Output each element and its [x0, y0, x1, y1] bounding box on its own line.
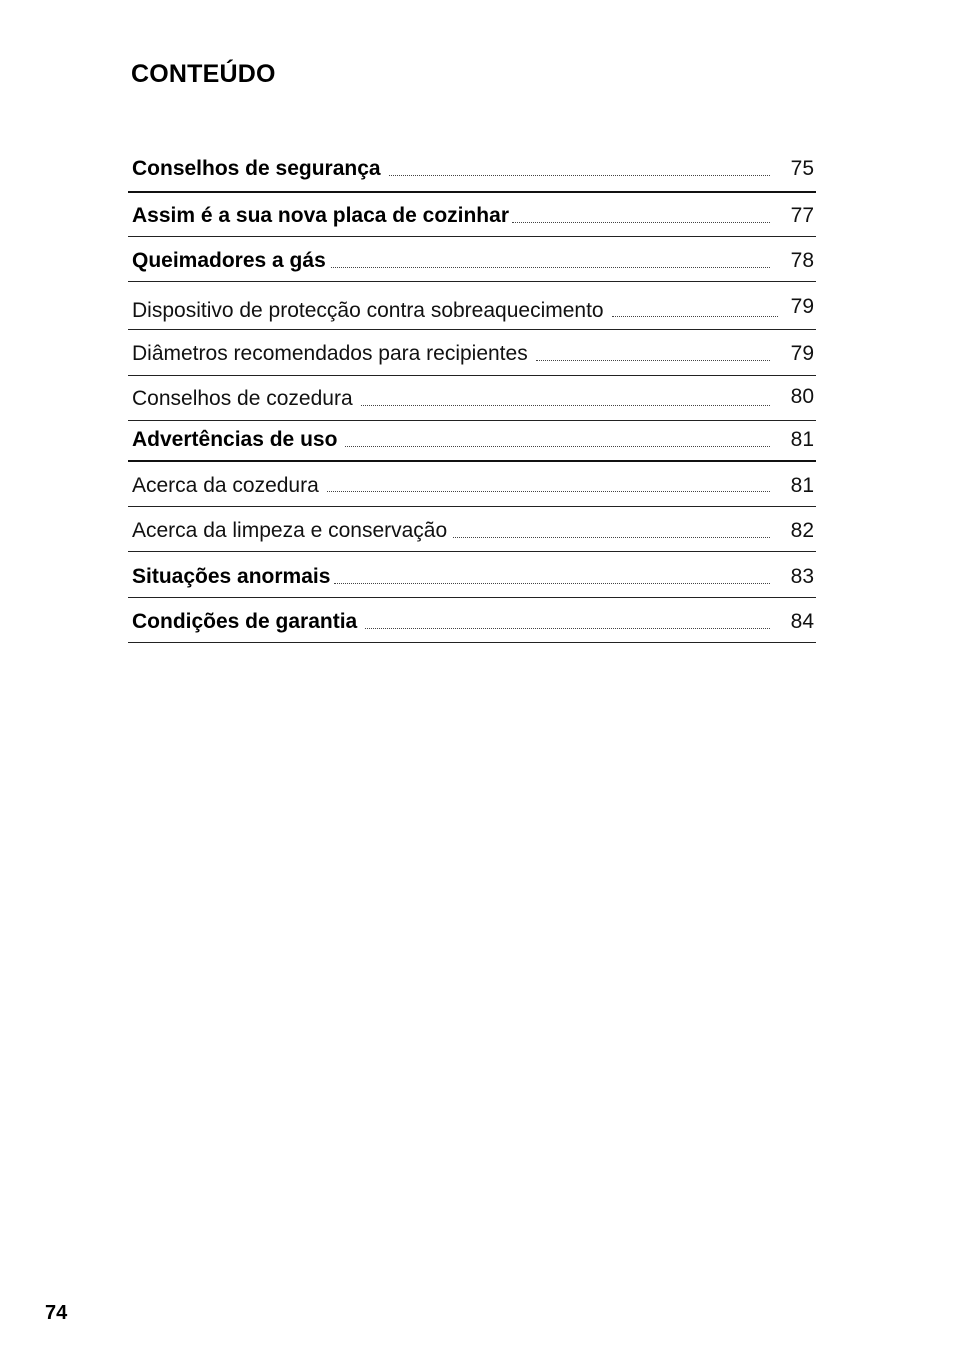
toc-entry-page: 79: [790, 342, 814, 365]
toc-entry-page: 81: [790, 474, 814, 497]
toc-entry-label: Dispositivo de protecção contra sobreaquecimento: [132, 299, 604, 322]
toc-entry-page: 81: [790, 428, 814, 451]
toc-entry-label: Queimadores a gás: [132, 249, 326, 272]
toc-entry-advertencias-de-uso[interactable]: [128, 421, 816, 462]
toc-dot-leader: [512, 222, 770, 223]
toc-entry-queimadores-a-gas[interactable]: [128, 237, 816, 282]
toc-entry-acerca-da-limpeza[interactable]: [128, 507, 816, 552]
toc-dot-leader: [612, 316, 778, 317]
toc-dot-leader: [334, 583, 770, 584]
toc-entry-assim-e-a-sua-nova-placa[interactable]: [128, 193, 816, 237]
toc-entry-page: 84: [790, 610, 814, 633]
toc-dot-leader: [389, 175, 770, 176]
toc-dot-leader: [327, 491, 770, 492]
toc-dot-leader: [331, 267, 770, 268]
toc-entry-page: 80: [790, 385, 814, 408]
toc-entry-label: Situações anormais: [132, 565, 331, 588]
table-of-contents: [128, 146, 816, 643]
toc-entry-label: Advertências de uso: [132, 428, 338, 451]
toc-dot-leader: [345, 446, 770, 447]
toc-entry-conselhos-de-cozedura[interactable]: [128, 376, 816, 421]
toc-entry-page: 78: [790, 249, 814, 272]
toc-entry-label: Diâmetros recomendados para recipientes: [132, 342, 528, 365]
toc-entry-label: Assim é a sua nova placa de cozinhar: [132, 204, 509, 227]
toc-entry-conselhos-de-seguranca[interactable]: [128, 146, 816, 193]
toc-entry-page: 82: [790, 519, 814, 542]
toc-entry-page: 75: [790, 157, 814, 180]
toc-entry-situacoes-anormais[interactable]: [128, 552, 816, 598]
toc-entry-acerca-da-cozedura[interactable]: [128, 462, 816, 507]
toc-entry-page: 79: [790, 295, 814, 318]
toc-dot-leader: [453, 537, 770, 538]
toc-entry-condicoes-de-garantia[interactable]: [128, 598, 816, 643]
page-title: CONTEÚDO: [131, 60, 276, 88]
toc-entry-page: 77: [790, 204, 814, 227]
toc-entry-diametros-recomendados[interactable]: [128, 330, 816, 376]
toc-entry-label: Conselhos de cozedura: [132, 387, 353, 410]
toc-dot-leader: [365, 628, 770, 629]
page-number: 74: [45, 1302, 68, 1324]
toc-entry-dispositivo-de-proteccao[interactable]: [128, 282, 816, 330]
toc-entry-label: Acerca da cozedura: [132, 474, 319, 497]
toc-dot-leader: [361, 405, 770, 406]
toc-entry-page: 83: [790, 565, 814, 588]
toc-entry-label: Conselhos de segurança: [132, 157, 381, 180]
toc-entry-label: Condições de garantia: [132, 610, 358, 633]
toc-entry-label: Acerca da limpeza e conservação: [132, 519, 448, 542]
toc-dot-leader: [536, 360, 770, 361]
